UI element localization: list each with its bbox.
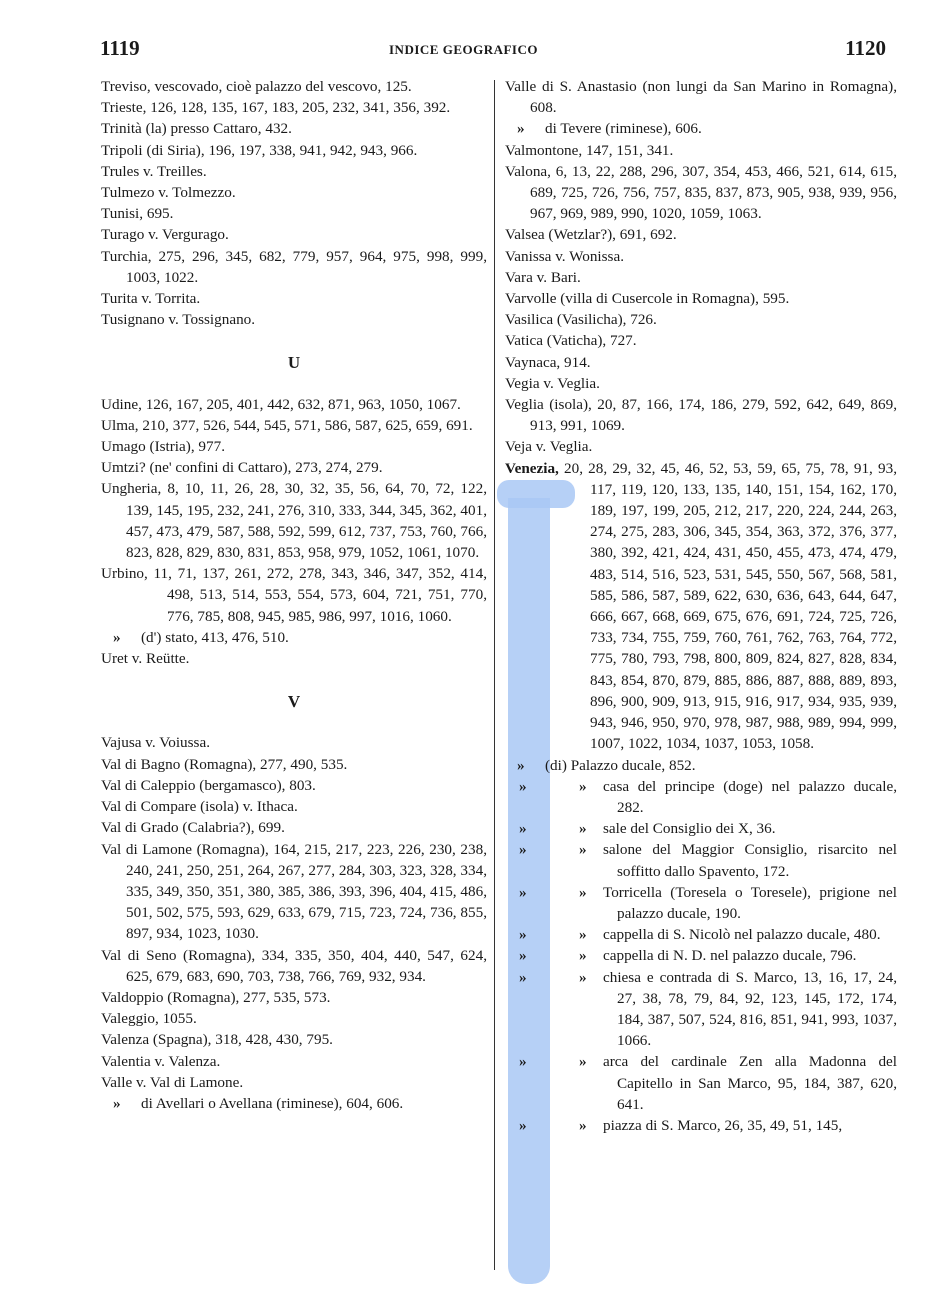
index-subentry: [505, 118, 897, 139]
index-entry: Uret v. Reütte.: [101, 650, 190, 668]
index-entry: Ulma, 210, 377, 526, 544, 545, 571, 586, 587, 625, 659, 691.: [101, 416, 473, 434]
subentry-text: (di) Palazzo ducale, 852.: [545, 756, 696, 774]
index-entry: Trules v. Treilles.: [101, 162, 207, 180]
index-entry: Tusignano v. Tossignano.: [101, 311, 256, 329]
ditto-mark: »: [519, 968, 527, 986]
index-entry: Val di Lamone (Romagna), 164, 215, 217, 223, 226, 230, 238, 240, 241, 250, 251, 264, 267, 277, 284, 303, 323, 328, 334, 335, 349, 350, 351, 380, 385, 386, 393, 396, 404, 415, 486, 501, 502, 575, 593, 629, 633, 679, 715, 723, 724, 736, 855, 897, 934, 1023, 1030.: [101, 840, 487, 943]
index-entry: Urbino, 11, 71, 137, 261, 272, 278, 343, 346, 347, 352, 414, 498, 513, 514, 553, 554, 573, 604, 721, 751, 770, 776, 785, 808, 945, 985, 986, 997, 1016, 1060.: [101, 565, 487, 625]
ditto-mark: »: [517, 756, 525, 774]
index-subsubentry: [505, 776, 897, 818]
venezia-heading: Venezia,: [505, 459, 559, 477]
subentry-text: piazza di S. Marco, 26, 35, 49, 51, 145,: [603, 1116, 843, 1134]
ditto-mark: »: [519, 820, 527, 838]
index-entry: Valmontone, 147, 151, 341.: [505, 141, 674, 159]
index-subsubentry: [505, 818, 897, 839]
ditto-mark: »: [519, 947, 527, 965]
index-entry: Valdoppio (Romagna), 277, 535, 573.: [101, 988, 331, 1006]
ditto-mark: »: [519, 1053, 527, 1071]
index-entry: Valeggio, 1055.: [101, 1010, 197, 1028]
index-entry: Udine, 126, 167, 205, 401, 442, 632, 871, 963, 1050, 1067.: [101, 395, 461, 413]
ditto-mark: »: [579, 777, 587, 795]
index-entry: Trieste, 126, 128, 135, 167, 183, 205, 232, 341, 356, 392.: [101, 99, 451, 117]
index-subsubentry: [505, 1051, 897, 1115]
index-entry: Val di Grado (Calabria?), 699.: [101, 819, 285, 837]
page-number-left: 1119: [100, 36, 140, 60]
index-entry: Varvolle (villa di Cusercole in Romagna), 595.: [505, 290, 790, 308]
left-column: [101, 76, 487, 1114]
index-entry: Valsea (Wetzlar?), 691, 692.: [505, 226, 677, 244]
subentry-text: casa del principe (doge) nel palazzo ducale, 282.: [603, 777, 897, 816]
subentry-text: di Avellari o Avellana (riminese), 604, 606.: [141, 1094, 404, 1112]
subentry-text: salone del Maggior Consiglio, risarcito nel soffitto dallo Spavento, 172.: [603, 841, 897, 880]
index-subentry: [505, 755, 897, 776]
index-entry: Valenza (Spagna), 318, 428, 430, 795.: [101, 1031, 333, 1049]
index-entry: Umago (Istria), 977.: [101, 438, 225, 456]
subentry-text: chiesa e contrada di S. Marco, 13, 16, 17, 24, 27, 38, 78, 79, 84, 92, 123, 145, 172, 174, 184, 387, 507, 524, 816, 851, 941, 993, 1037, 1066.: [603, 968, 897, 1050]
section-heading-u: U: [287, 353, 301, 373]
index-subsubentry: [505, 1115, 897, 1136]
index-entry: Turago v. Vergurago.: [101, 226, 229, 244]
running-title: INDICE GEOGRAFICO: [389, 42, 538, 57]
ditto-mark: »: [579, 1116, 587, 1134]
ditto-mark: »: [519, 841, 527, 859]
ditto-mark: »: [579, 947, 587, 965]
index-entry: Val di Caleppio (bergamasco), 803.: [101, 776, 316, 794]
ditto-mark: »: [519, 1116, 527, 1134]
subentry-text: Torricella (Toresela o Toresele), prigione nel palazzo ducale, 190.: [603, 883, 897, 922]
subentry-text: di Tevere (riminese), 606.: [545, 120, 702, 138]
column-divider: [494, 80, 495, 1270]
ditto-mark: »: [519, 926, 527, 944]
index-entry: Vasilica (Vasilicha), 726.: [505, 311, 657, 329]
index-entry: Vajusa v. Voiussa.: [101, 734, 210, 752]
index-entry: Tulmezo v. Tolmezzo.: [101, 184, 236, 202]
ditto-mark: »: [579, 883, 587, 901]
index-subsubentry: [505, 967, 897, 1052]
index-entry: Val di Compare (isola) v. Ithaca.: [101, 798, 298, 816]
subentry-text: cappella di S. Nicolò nel palazzo ducale, 480.: [603, 926, 881, 944]
index-subentry: [101, 1093, 487, 1114]
index-entry-venezia: [505, 458, 897, 755]
index-entry: Val di Seno (Romagna), 334, 335, 350, 404, 440, 547, 624, 625, 679, 683, 690, 703, 738, 766, 769, 932, 934.: [101, 946, 487, 985]
ditto-mark: »: [113, 628, 121, 646]
right-column: [505, 76, 897, 1136]
subentry-text: sale del Consiglio dei X, 36.: [603, 820, 776, 838]
ditto-mark: »: [579, 926, 587, 944]
index-entry: Vaynaca, 914.: [505, 353, 591, 371]
venezia-page-list: 20, 28, 29, 32, 45, 46, 52, 53, 59, 65, 75, 78, 91, 93, 117, 119, 120, 133, 135, 140, 151, 154, 162, 170, 189, 197, 199, 205, 212, 217, 220, 224, 244, 263, 274, 275, 283, 306, 345, 354, 363, 372, 376, 377, 380, 392, 421, 424, 431, 450, 455, 473, 474, 479, 483, 514, 516, 523, 531, 545, 550, 567, 568, 581, 585, 586, 587, 589, 622, 630, 636, 643, 644, 647, 666, 667, 668, 669, 675, 676, 691, 724, 725, 726, 733, 734, 755, 759, 760, 761, 762, 763, 764, 772, 775, 780, 793, 798, 800, 809, 824, 827, 828, 834, 843, 854, 870, 879, 885, 886, 887, 888, 889, 893, 896, 900, 909, 913, 915, 916, 917, 934, 935, 939, 943, 946, 950, 970, 978, 987, 988, 989, 994, 999, 1007, 1022, 1034, 1037, 1053, 1058.: [564, 459, 898, 753]
index-subsubentry: [505, 839, 897, 881]
ditto-mark: »: [579, 968, 587, 986]
index-entry: Val di Bagno (Romagna), 277, 490, 535.: [101, 755, 348, 773]
index-entry: Turchia, 275, 296, 345, 682, 779, 957, 964, 975, 998, 999, 1003, 1022.: [101, 247, 487, 286]
index-subsubentry: [505, 882, 897, 924]
index-entry: Vegia v. Veglia.: [505, 374, 600, 392]
index-entry: Valle di S. Anastasio (non lungi da San Marino in Romagna), 608.: [505, 78, 897, 117]
index-entry: Veja v. Veglia.: [505, 438, 593, 456]
ditto-mark: »: [113, 1094, 121, 1112]
index-subsubentry: [505, 945, 897, 966]
subentry-text: (d') stato, 413, 476, 510.: [141, 628, 289, 646]
ditto-mark: »: [579, 820, 587, 838]
index-entry: Ungheria, 8, 10, 11, 26, 28, 30, 32, 35, 56, 64, 70, 72, 122, 139, 145, 195, 232, 241, 276, 310, 333, 344, 345, 362, 401, 457, 473, 479, 587, 588, 592, 599, 612, 737, 753, 760, 766, 823, 828, 829, 830, 831, 853, 958, 979, 1052, 1061, 1070.: [101, 480, 487, 562]
ditto-mark: »: [579, 841, 587, 859]
section-heading-v: V: [287, 692, 301, 712]
ditto-mark: »: [519, 777, 527, 795]
index-entry: Valona, 6, 13, 22, 288, 296, 307, 354, 453, 466, 521, 614, 615, 689, 725, 726, 756, 757, 835, 837, 873, 905, 938, 939, 956, 967, 969, 989, 990, 1020, 1059, 1063.: [505, 162, 897, 223]
ditto-mark: »: [579, 1053, 587, 1071]
index-entry: Vatica (Vaticha), 727.: [505, 332, 637, 350]
index-entry: Treviso, vescovado, cioè palazzo del vescovo, 125.: [101, 78, 412, 95]
ditto-mark: »: [519, 883, 527, 901]
index-entry: Tunisi, 695.: [101, 205, 174, 223]
ditto-mark: »: [517, 120, 525, 138]
page-number-right: 1120: [845, 36, 886, 60]
index-entry: Trinità (la) presso Cattaro, 432.: [101, 120, 292, 138]
index-entry: Vanissa v. Wonissa.: [505, 247, 625, 265]
index-entry: Valentia v. Valenza.: [101, 1052, 221, 1070]
index-subentry: [101, 627, 487, 648]
subentry-text: cappella di N. D. nel palazzo ducale, 796.: [603, 947, 857, 965]
index-entry: Veglia (isola), 20, 87, 166, 174, 186, 279, 592, 642, 649, 869, 913, 991, 1069.: [505, 396, 897, 435]
index-subsubentry: [505, 924, 897, 945]
index-entry: Umtzi? (ne' confini di Cattaro), 273, 274, 279.: [101, 459, 383, 477]
index-entry: Vara v. Bari.: [505, 268, 581, 286]
subentry-text: arca del cardinale Zen alla Madonna del Capitello in San Marco, 95, 184, 387, 620, 641.: [603, 1053, 897, 1113]
index-entry: Turita v. Torrita.: [101, 290, 201, 308]
index-entry: Tripoli (di Siria), 196, 197, 338, 941, 942, 943, 966.: [101, 141, 418, 159]
index-entry: Valle v. Val di Lamone.: [101, 1073, 244, 1091]
